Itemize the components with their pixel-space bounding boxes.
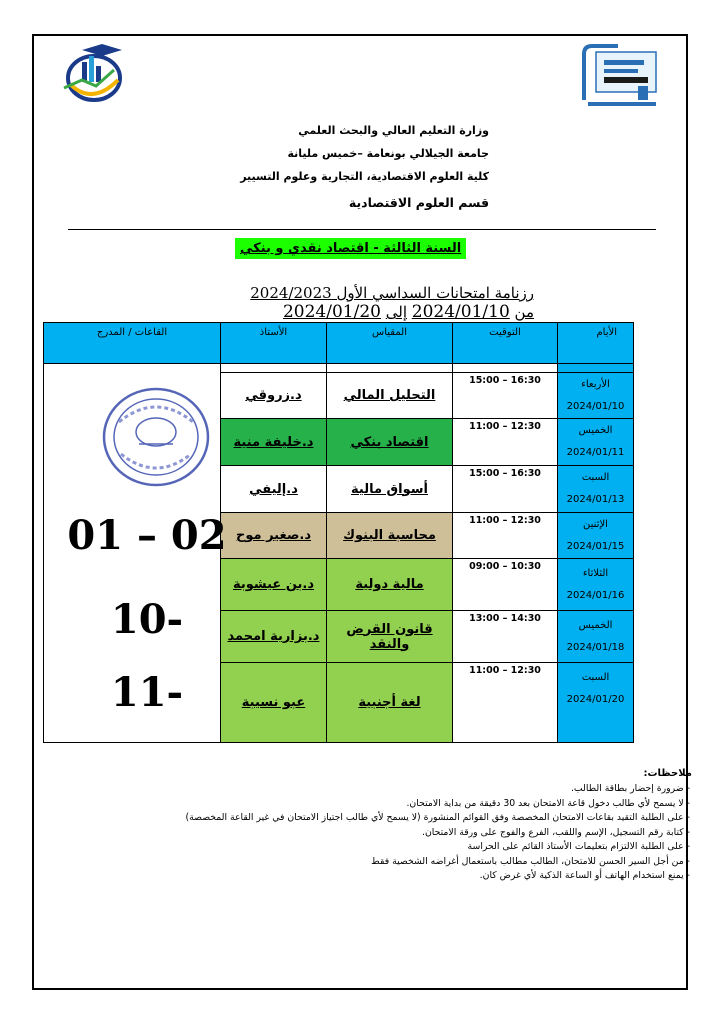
professor-cell: د.بزارية امحمد [221,611,327,663]
time-cell: 11:00 – 12:30 [453,419,558,466]
day-cell: الأربعاء 2024/01/10 [558,373,634,419]
time-cell: 11:00 – 12:30 [453,513,558,559]
time-cell: 15:00 – 16:30 [453,373,558,419]
module-cell: لغة أجنبية [327,663,453,743]
range-to-date: 2024/01/20 [282,302,381,322]
date-range [283,302,534,322]
university-logo-icon [578,40,662,110]
official-stamp-icon [99,382,214,492]
list-item: - من أجل السير الحسن للامتحان، الطالب مطالب باستعمال أغراضه الشخصية فقط [186,855,690,870]
faculty-logo-icon [52,40,132,106]
hall-numbers-line-3: -11 [110,669,184,716]
halls-cell [44,364,227,743]
range-from-date: 2024/01/10 [411,302,510,322]
day-cell: الخميس 2024/01/18 [558,611,634,663]
notes-title: ملاحظات: [643,768,692,779]
exam-schedule-table [43,322,634,743]
day-cell: الثلاثاء 2024/01/16 [558,559,634,611]
list-item: - يمنع استخدام الهاتف أو الساعة الذكية لأي غرض كان. [186,869,690,884]
time-cell: 13:00 – 14:30 [453,611,558,663]
time-cell: 11:00 – 12:30 [453,663,558,743]
professor-cell: د.بن عيشوبة [221,559,327,611]
module-cell: اقتصاد بنكي [327,419,453,466]
list-item: - ضرورة إحضار بطاقة الطالب. [186,782,690,797]
header-days: الأيام [558,323,634,364]
module-cell: أسواق مالية [327,466,453,513]
faculty-name: كلية العلوم الاقتصادية، التجارية وعلوم التسيير [240,170,489,183]
university-name: جامعة الجيلالي بونعامة –خميس مليانة [287,147,489,160]
professor-cell: د.زروقي [221,373,327,419]
professor-cell: د.خليفة منية [221,419,327,466]
list-item: - على الطلبة التقيد بقاعات الامتحان المخصصة وفق القوائم المنشورة (لا يسمح لأي طالب اجتياز الامتحان في غير القاعة المخصصة) [186,811,690,826]
header-divider [68,229,656,230]
module-cell: قانون القرض والنقد [327,611,453,663]
list-item: - كتابة رقم التسجيل، الإسم واللقب، الفرع والفوج على ورقة الامتحان. [186,826,690,841]
header-halls: القاعات / المدرج [44,323,221,364]
time-cell: 09:00 – 10:30 [453,559,558,611]
day-cell: السبت 2024/01/20 [558,663,634,743]
professor-cell: د.إليفي [221,466,327,513]
header-time: التوقيت [453,323,558,364]
table-spacer-row [44,364,634,373]
professor-cell: عبو نسيبة [221,663,327,743]
table-header-row [44,323,634,364]
calendar-title [250,283,534,303]
professor-cell: د.صغير موح [221,513,327,559]
header-module: المقياس [327,323,453,364]
calendar-title-text: رزنامة امتحانات السداسي الأول 2024/2023 [250,284,534,302]
module-cell: مالية دولية [327,559,453,611]
module-cell: التحليل المالي [327,373,453,419]
list-item: - على الطلبة الالتزام بتعليمات الأستاذ القائم على الحراسة [186,840,690,855]
header-professor: الأستاذ [221,323,327,364]
time-cell: 15:00 – 16:30 [453,466,558,513]
hall-numbers-line-1: 02 – 01 [67,512,227,559]
day-cell: السبت 2024/01/13 [558,466,634,513]
day-cell: الخميس 2024/01/11 [558,419,634,466]
list-item: - لا يسمح لأي طالب دخول قاعة الامتحان بعد 30 دقيقة من بداية الامتحان. [186,797,690,812]
day-cell: الإثنين 2024/01/15 [558,513,634,559]
department-name: قسم العلوم الاقتصادية [348,195,489,210]
notes-list [186,782,690,884]
module-cell: محاسبة البنوك [327,513,453,559]
program-title: السنة الثالثة - اقتصاد نقدي و بنكي [235,238,466,259]
ministry-name: وزارة التعليم العالي والبحث العلمي [298,124,489,137]
range-from-label: من [514,303,534,321]
hall-numbers-line-2: -10 [110,596,184,643]
range-to-label: إلى [385,303,407,321]
